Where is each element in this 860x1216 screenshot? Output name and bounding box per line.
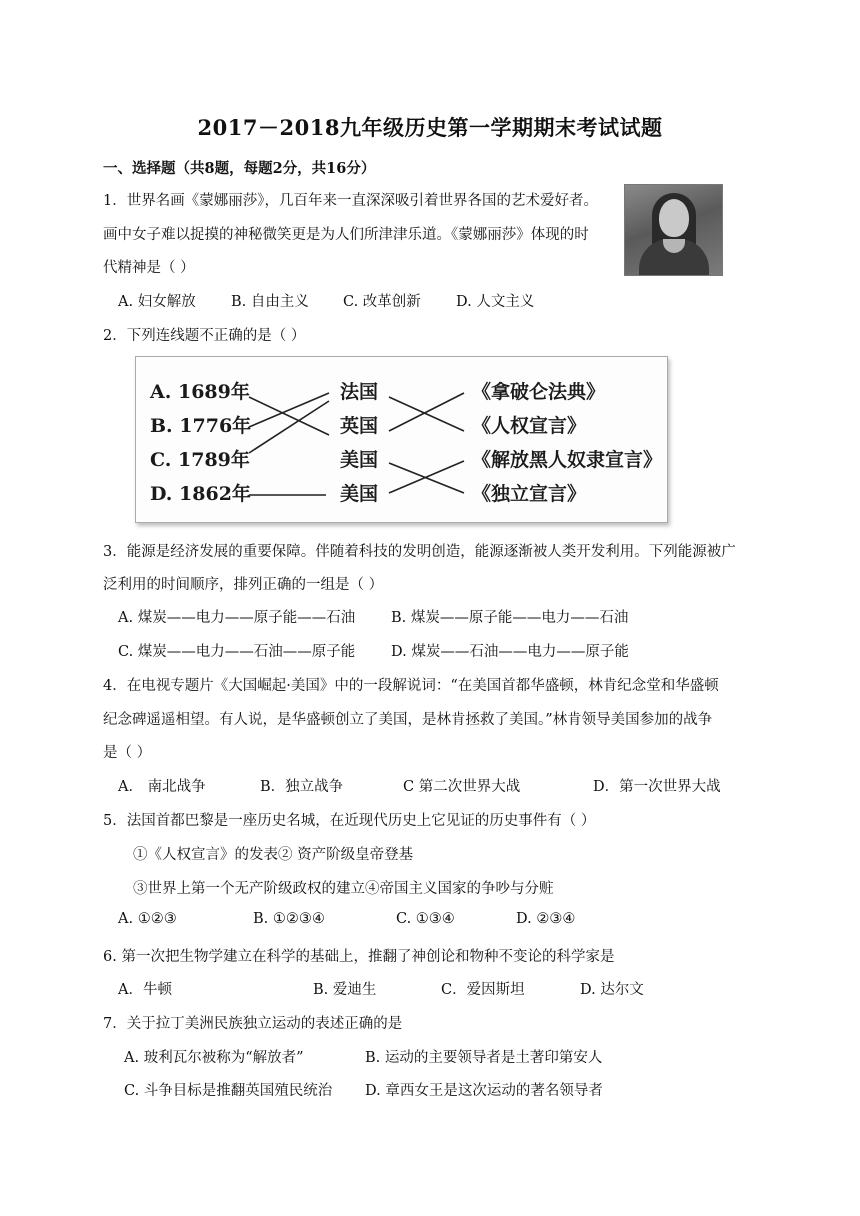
q6-option-c: C．爱因斯坦: [441, 982, 525, 998]
q5-item-2: ③世界上第一个无产阶级政权的建立④帝国主义国家的争吵与分赃: [133, 881, 554, 897]
q7-option-a: A. 玻利瓦尔被称为“解放者”: [124, 1050, 304, 1066]
q6-option-a: A．牛顿: [118, 982, 172, 998]
q5-option-b: B. ①②③④: [253, 911, 325, 927]
q1-line-2: 画中女子难以捉摸的神秘微笑更是为人们所津津乐道。《蒙娜丽莎》体现的时: [103, 227, 589, 243]
q3-options-row-1: [118, 606, 758, 626]
q4-line-2: 纪念碑遥遥相望。有人说，是华盛顿创立了美国，是林肯拯救了美国。”林肯领导美国参加的战争: [103, 712, 713, 728]
q7-option-b: B. 运动的主要领导者是土著印第安人: [365, 1050, 603, 1066]
document-2: 《人权宣言》: [472, 415, 587, 437]
q1-option-c: C. 改革创新: [343, 294, 421, 310]
q1-line-1: 1．世界名画《蒙娜丽莎》，几百年来一直深深吸引着世界各国的艺术爱好者。: [103, 193, 598, 209]
q6-option-d: D. 达尔文: [580, 982, 644, 998]
page-title: 2017－2018九年级历史第一学期期末考试试题: [197, 115, 663, 140]
year-a: A. 1689年: [150, 381, 250, 403]
q2-stem: 2．下列连线题不正确的是（ ）: [103, 328, 306, 344]
q4-options: [118, 775, 758, 795]
q3-option-d: D. 煤炭——石油——电力——原子能: [391, 644, 629, 660]
q1-option-b: B. 自由主义: [231, 294, 309, 310]
year-c: C. 1789年: [150, 449, 250, 471]
q3-option-c: C. 煤炭——电力——石油——原子能: [118, 644, 356, 660]
q4-option-a: A． 南北战争: [118, 779, 206, 795]
q4-option-c: C 第二次世界大战: [403, 779, 521, 795]
q5-option-c: C. ①③④: [396, 911, 455, 927]
q3-option-a: A. 煤炭——电力——原子能——石油: [118, 610, 356, 626]
q6-option-b: B. 爱迪生: [313, 982, 377, 998]
q1-options: [118, 290, 718, 310]
q3-options-row-2: [118, 640, 758, 660]
q7-option-c: C. 斗争目标是推翻英国殖民统治: [124, 1083, 333, 1099]
year-d: D. 1862年: [150, 483, 251, 505]
country-2: 英国: [340, 415, 379, 437]
country-4: 美国: [340, 483, 379, 505]
line-1789-to-france: [249, 401, 329, 453]
q5-option-d: D. ②③④: [516, 911, 576, 927]
section-heading: 一、选择题（共8题，每题2分，共16分）: [103, 160, 376, 177]
q6-stem: 6. 第一次把生物学建立在科学的基础上，推翻了神创论和物种不变论的科学家是: [103, 949, 615, 965]
q3-line-2: 泛利用的时间顺序，排列正确的一组是（ ）: [103, 577, 384, 593]
q4-option-b: B．独立战争: [260, 779, 344, 795]
document-1: 《拿破仑法典》: [472, 381, 606, 403]
line-1776-to-america: [249, 393, 329, 427]
q1-option-d: D. 人文主义: [456, 294, 535, 310]
q1-option-a: A. 妇女解放: [118, 294, 196, 310]
year-b: B. 1776年: [150, 415, 252, 437]
q7-option-d: D. 章西女王是这次运动的著名领导者: [365, 1083, 603, 1099]
q4-line-1: 4．在电视专题片《大国崛起·美国》中的一段解说词：“在美国首都华盛顿，林肯纪念堂和华盛顿: [103, 678, 719, 694]
q6-options: [118, 978, 758, 998]
document-4: 《独立宣言》: [472, 483, 587, 505]
line-1689-to-england: [249, 397, 329, 435]
q7-options-row-1: [124, 1046, 764, 1066]
q4-line-3: 是（ ）: [103, 745, 152, 761]
country-1: 法国: [340, 381, 379, 403]
q5-option-a: A. ①②③: [118, 911, 177, 927]
matching-diagram: [135, 356, 668, 523]
q5-item-1: ①《人权宣言》的发表② 资产阶级皇帝登基: [133, 847, 414, 863]
document-3: 《解放黑人奴隶宣言》: [472, 449, 663, 471]
q4-option-d: D．第一次世界大战: [593, 779, 721, 795]
q3-line-1: 3．能源是经济发展的重要保障。伴随着科技的发明创造，能源逐渐被人类开发利用。下列能源被广: [103, 544, 736, 560]
q7-options-row-2: [124, 1079, 764, 1099]
q7-stem: 7．关于拉丁美洲民族独立运动的表述正确的是: [103, 1016, 403, 1032]
q3-option-b: B. 煤炭——原子能——电力——石油: [391, 610, 629, 626]
country-3: 美国: [340, 449, 379, 471]
mona-lisa-image: [624, 184, 723, 276]
q1-line-3: 代精神是（ ）: [103, 260, 195, 276]
q5-options: [118, 911, 758, 931]
q5-stem: 5．法国首都巴黎是一座历史名城，在近现代历史上它见证的历史事件有（ ）: [103, 813, 596, 829]
